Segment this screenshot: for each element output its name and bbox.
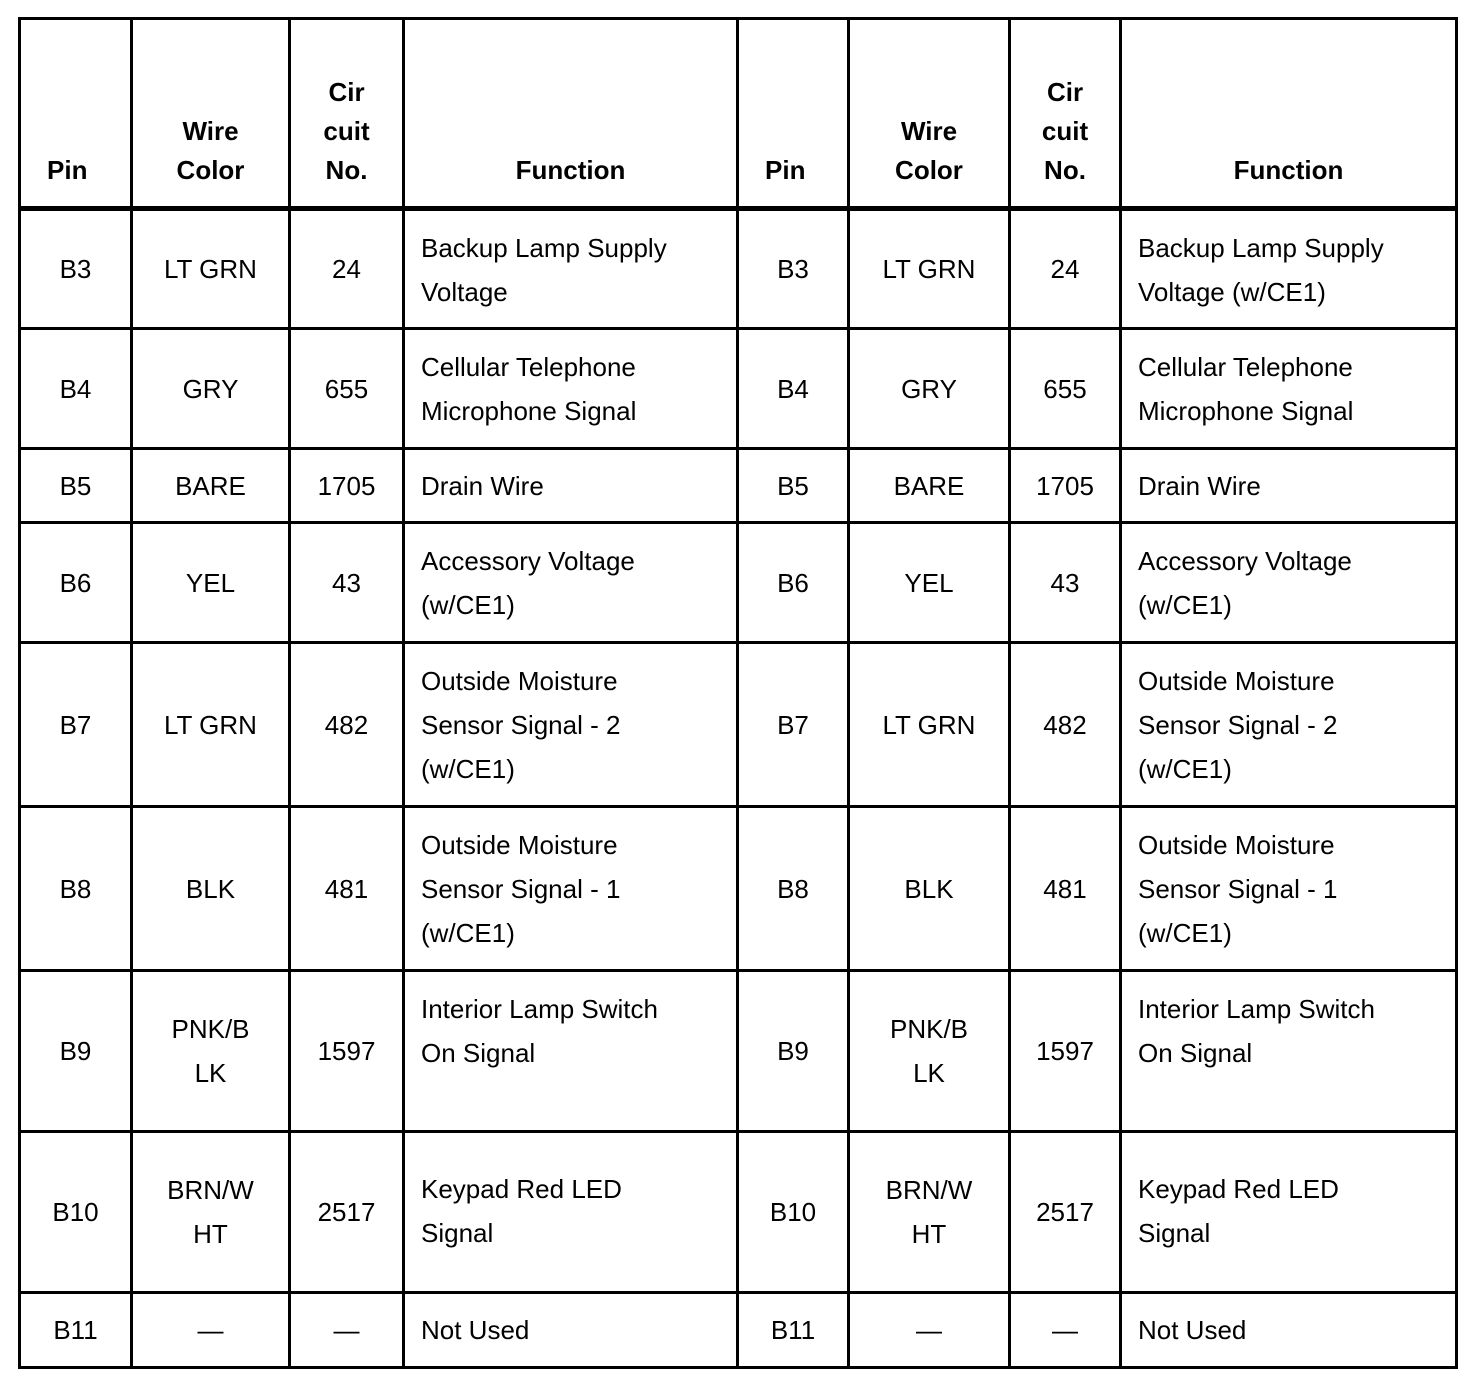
function-cell: Not Used	[404, 1293, 738, 1368]
circuit-no-cell: 481	[1010, 807, 1121, 971]
circuit-no-cell: —	[290, 1293, 404, 1368]
header-wire-color-right: Wire Color	[849, 19, 1010, 209]
function-cell: Outside Moisture Sensor Signal - 2 (w/CE1)	[1121, 643, 1457, 807]
wire-color-cell: GRY	[132, 329, 290, 449]
table-row	[20, 1293, 1457, 1368]
function-cell: Cellular Telephone Microphone Signal	[404, 329, 738, 449]
function-cell: Outside Moisture Sensor Signal - 2 (w/CE1)	[404, 643, 738, 807]
circuit-no-cell: 1597	[290, 971, 404, 1132]
circuit-no-cell: 43	[290, 523, 404, 643]
circuit-no-cell: 2517	[1010, 1132, 1121, 1293]
wire-color-cell: LT GRN	[132, 209, 290, 329]
circuit-no-cell: 24	[1010, 209, 1121, 329]
pin-cell: B11	[738, 1293, 849, 1368]
table-row	[20, 209, 1457, 329]
table-row	[20, 807, 1457, 971]
function-cell: Keypad Red LED Signal	[1121, 1132, 1457, 1293]
circuit-no-cell: 1705	[1010, 449, 1121, 523]
header-circuit-no-left: Cir cuit No.	[290, 19, 404, 209]
circuit-no-cell: 1597	[1010, 971, 1121, 1132]
pin-cell: B6	[738, 523, 849, 643]
circuit-no-cell: 481	[290, 807, 404, 971]
function-cell: Not Used	[1121, 1293, 1457, 1368]
function-cell: Interior Lamp Switch On Signal	[404, 971, 738, 1132]
header-pin-right: Pin	[738, 19, 849, 209]
wire-color-cell: LT GRN	[132, 643, 290, 807]
pin-cell: B4	[738, 329, 849, 449]
pin-cell: B10	[20, 1132, 132, 1293]
header-function-left: Function	[404, 19, 738, 209]
function-cell: Outside Moisture Sensor Signal - 1 (w/CE1)	[1121, 807, 1457, 971]
table-row	[20, 971, 1457, 1132]
wire-color-cell: BLK	[849, 807, 1010, 971]
pin-cell: B4	[20, 329, 132, 449]
function-cell: Outside Moisture Sensor Signal - 1 (w/CE1)	[404, 807, 738, 971]
header-row	[20, 19, 1457, 209]
circuit-no-cell: 655	[1010, 329, 1121, 449]
function-cell: Backup Lamp Supply Voltage (w/CE1)	[1121, 209, 1457, 329]
table-row	[20, 1132, 1457, 1293]
pin-cell: B10	[738, 1132, 849, 1293]
function-cell: Accessory Voltage (w/CE1)	[404, 523, 738, 643]
function-cell: Drain Wire	[1121, 449, 1457, 523]
header-pin-left: Pin	[20, 19, 132, 209]
circuit-no-cell: 43	[1010, 523, 1121, 643]
table-row	[20, 643, 1457, 807]
circuit-no-cell: 2517	[290, 1132, 404, 1293]
wire-color-cell: BARE	[132, 449, 290, 523]
wire-color-cell: BARE	[849, 449, 1010, 523]
header-function-right: Function	[1121, 19, 1457, 209]
wire-color-cell: LT GRN	[849, 209, 1010, 329]
pin-cell: B9	[738, 971, 849, 1132]
wire-color-cell: BRN/W HT	[132, 1132, 290, 1293]
circuit-no-cell: —	[1010, 1293, 1121, 1368]
table-row	[20, 449, 1457, 523]
pin-cell: B7	[20, 643, 132, 807]
wire-color-cell: BRN/W HT	[849, 1132, 1010, 1293]
wire-color-cell: PNK/B LK	[132, 971, 290, 1132]
pin-cell: B6	[20, 523, 132, 643]
circuit-no-cell: 1705	[290, 449, 404, 523]
header-wire-color-left: Wire Color	[132, 19, 290, 209]
function-cell: Drain Wire	[404, 449, 738, 523]
pin-cell: B5	[20, 449, 132, 523]
function-cell: Keypad Red LED Signal	[404, 1132, 738, 1293]
wire-color-cell: GRY	[849, 329, 1010, 449]
pin-cell: B9	[20, 971, 132, 1132]
connector-pinout-table	[18, 17, 1458, 1369]
function-cell: Accessory Voltage (w/CE1)	[1121, 523, 1457, 643]
pin-cell: B7	[738, 643, 849, 807]
pin-cell: B3	[20, 209, 132, 329]
pin-cell: B8	[738, 807, 849, 971]
header-circuit-no-right: Cir cuit No.	[1010, 19, 1121, 209]
wire-color-cell: YEL	[132, 523, 290, 643]
circuit-no-cell: 24	[290, 209, 404, 329]
wire-color-cell: PNK/B LK	[849, 971, 1010, 1132]
function-cell: Interior Lamp Switch On Signal	[1121, 971, 1457, 1132]
pin-cell: B5	[738, 449, 849, 523]
pin-cell: B11	[20, 1293, 132, 1368]
pin-cell: B8	[20, 807, 132, 971]
table-row	[20, 329, 1457, 449]
circuit-no-cell: 482	[290, 643, 404, 807]
table-row	[20, 523, 1457, 643]
wire-color-cell: YEL	[849, 523, 1010, 643]
wire-color-cell: —	[849, 1293, 1010, 1368]
wire-color-cell: BLK	[132, 807, 290, 971]
circuit-no-cell: 482	[1010, 643, 1121, 807]
wire-color-cell: LT GRN	[849, 643, 1010, 807]
function-cell: Cellular Telephone Microphone Signal	[1121, 329, 1457, 449]
wire-color-cell: —	[132, 1293, 290, 1368]
circuit-no-cell: 655	[290, 329, 404, 449]
pin-cell: B3	[738, 209, 849, 329]
function-cell: Backup Lamp Supply Voltage	[404, 209, 738, 329]
